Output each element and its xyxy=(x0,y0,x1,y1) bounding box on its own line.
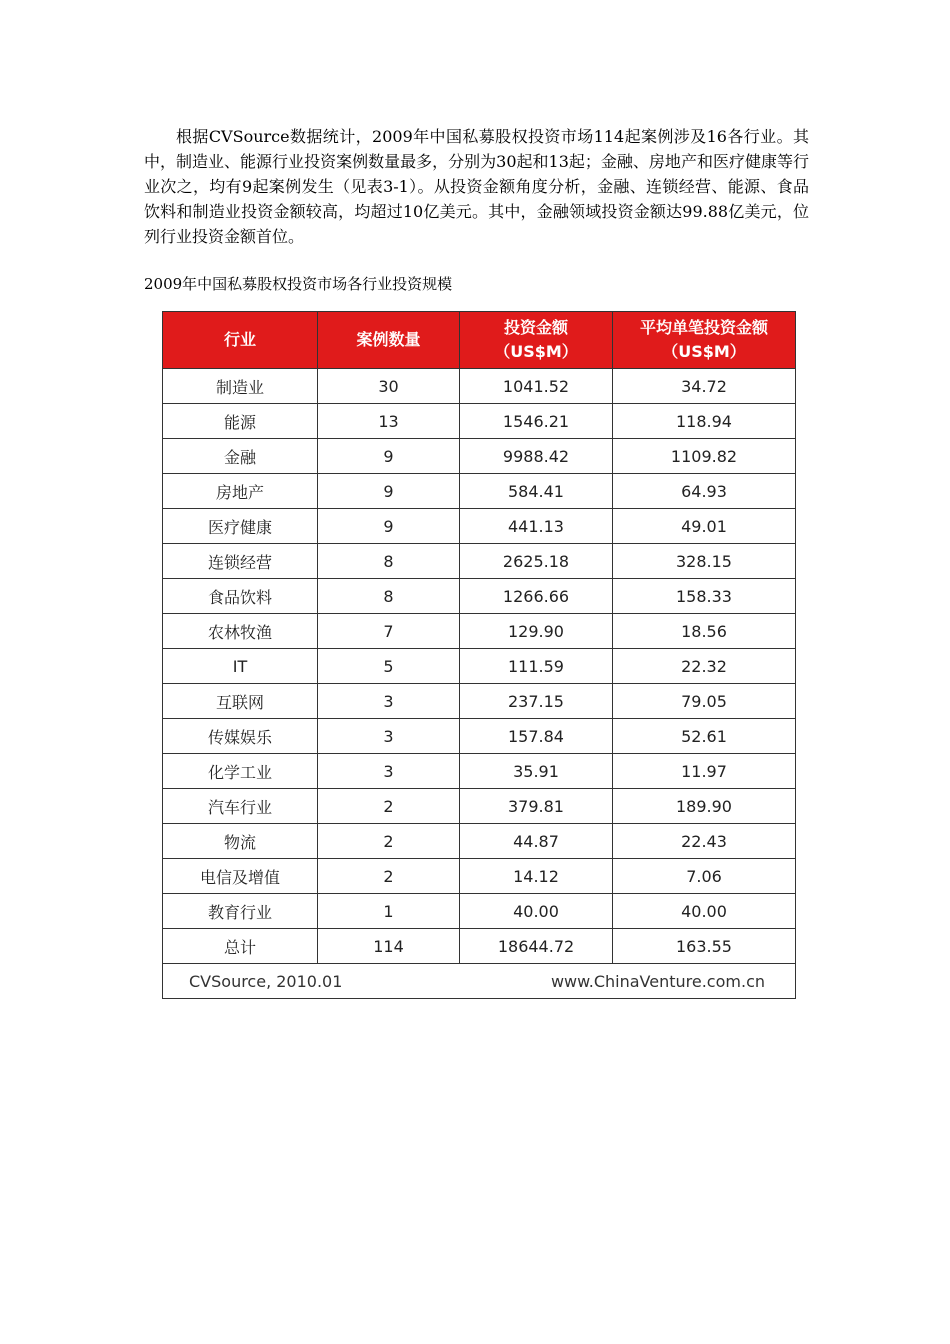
investment-amount-cell: 441.13 xyxy=(460,509,613,544)
investment-amount-cell: 1041.52 xyxy=(460,369,613,404)
case-count-cell: 1 xyxy=(318,894,460,929)
average-amount-cell: 22.43 xyxy=(613,824,796,859)
table-row xyxy=(163,859,796,894)
industry-cell: 化学工业 xyxy=(163,754,318,789)
average-amount-cell: 18.56 xyxy=(613,614,796,649)
average-amount-cell: 34.72 xyxy=(613,369,796,404)
investment-amount-cell: 237.15 xyxy=(460,684,613,719)
case-count-cell: 3 xyxy=(318,684,460,719)
website-note: www.ChinaVenture.com.cn xyxy=(550,971,765,991)
case-count-cell: 30 xyxy=(318,369,460,404)
table-header xyxy=(163,312,796,369)
table-row xyxy=(163,754,796,789)
investment-amount-cell: 2625.18 xyxy=(460,544,613,579)
industry-cell: 金融 xyxy=(163,439,318,474)
investment-amount-cell: 584.41 xyxy=(460,474,613,509)
industry-cell: 汽车行业 xyxy=(163,789,318,824)
table-row xyxy=(163,684,796,719)
industry-cell: 农林牧渔 xyxy=(163,614,318,649)
industry-cell: 房地产 xyxy=(163,474,318,509)
table-row xyxy=(163,719,796,754)
body-paragraph: 根据CVSource数据统计，2009年中国私募股权投资市场114起案例涉及16各行业。其中，制造业、能源行业投资案例数量最多，分别为30起和13起；金融、房地产和医疗健康等行业次之，均有9起案例发生（见表3-1）。从投资金额角度分析，金融、连锁经营、能源、食品饮料和制造业投资金额较高，均超过10亿美元。其中，金融领域投资金额达99.88亿美元，位列行业投资金额首位。 xyxy=(144,127,809,246)
table-row xyxy=(163,649,796,684)
industry-cell: 总计 xyxy=(163,929,318,964)
industry-cell: 互联网 xyxy=(163,684,318,719)
investment-table-container xyxy=(162,311,795,999)
footer-row xyxy=(163,964,796,999)
average-amount-cell: 189.90 xyxy=(613,789,796,824)
source-note: CVSource, 2010.01 xyxy=(189,971,343,991)
average-amount-cell: 163.55 xyxy=(613,929,796,964)
investment-amount-cell: 379.81 xyxy=(460,789,613,824)
case-count-cell: 2 xyxy=(318,789,460,824)
investment-table xyxy=(162,311,796,999)
investment-amount-cell: 157.84 xyxy=(460,719,613,754)
table-row xyxy=(163,894,796,929)
average-amount-cell: 52.61 xyxy=(613,719,796,754)
table-row xyxy=(163,614,796,649)
footer-cell xyxy=(163,964,796,999)
average-amount-cell: 79.05 xyxy=(613,684,796,719)
case-count-cell: 8 xyxy=(318,579,460,614)
case-count-cell: 114 xyxy=(318,929,460,964)
case-count-cell: 5 xyxy=(318,649,460,684)
table-body xyxy=(163,369,796,964)
table-row xyxy=(163,789,796,824)
table-row xyxy=(163,369,796,404)
average-amount-cell: 64.93 xyxy=(613,474,796,509)
average-amount-cell: 158.33 xyxy=(613,579,796,614)
table-row xyxy=(163,404,796,439)
investment-amount-cell: 18644.72 xyxy=(460,929,613,964)
industry-cell: IT xyxy=(163,649,318,684)
investment-amount-cell: 44.87 xyxy=(460,824,613,859)
case-count-cell: 9 xyxy=(318,509,460,544)
investment-amount-cell: 1546.21 xyxy=(460,404,613,439)
average-amount-cell: 328.15 xyxy=(613,544,796,579)
average-amount-cell: 7.06 xyxy=(613,859,796,894)
table-row xyxy=(163,824,796,859)
industry-cell: 能源 xyxy=(163,404,318,439)
industry-cell: 连锁经营 xyxy=(163,544,318,579)
industry-cell: 医疗健康 xyxy=(163,509,318,544)
table-footer xyxy=(163,964,796,999)
average-amount-cell: 49.01 xyxy=(613,509,796,544)
case-count-cell: 7 xyxy=(318,614,460,649)
case-count-cell: 2 xyxy=(318,824,460,859)
header-investment-amount: 投资金额 （US$M） xyxy=(460,312,613,369)
table-row xyxy=(163,509,796,544)
average-amount-cell: 11.97 xyxy=(613,754,796,789)
industry-cell: 食品饮料 xyxy=(163,579,318,614)
investment-amount-cell: 9988.42 xyxy=(460,439,613,474)
case-count-cell: 9 xyxy=(318,474,460,509)
case-count-cell: 13 xyxy=(318,404,460,439)
industry-cell: 电信及增值 xyxy=(163,859,318,894)
industry-cell: 教育行业 xyxy=(163,894,318,929)
table-row xyxy=(163,579,796,614)
case-count-cell: 9 xyxy=(318,439,460,474)
average-amount-cell: 1109.82 xyxy=(613,439,796,474)
investment-amount-cell: 35.91 xyxy=(460,754,613,789)
investment-amount-cell: 14.12 xyxy=(460,859,613,894)
average-amount-cell: 118.94 xyxy=(613,404,796,439)
table-caption: 2009年中国私募股权投资市场各行业投资规模 xyxy=(144,275,453,293)
investment-amount-cell: 129.90 xyxy=(460,614,613,649)
industry-cell: 制造业 xyxy=(163,369,318,404)
investment-amount-cell: 111.59 xyxy=(460,649,613,684)
case-count-cell: 2 xyxy=(318,859,460,894)
industry-cell: 物流 xyxy=(163,824,318,859)
investment-amount-cell: 40.00 xyxy=(460,894,613,929)
case-count-cell: 3 xyxy=(318,754,460,789)
case-count-cell: 8 xyxy=(318,544,460,579)
average-amount-cell: 22.32 xyxy=(613,649,796,684)
investment-amount-cell: 1266.66 xyxy=(460,579,613,614)
industry-cell: 传媒娱乐 xyxy=(163,719,318,754)
case-count-cell: 3 xyxy=(318,719,460,754)
header-row xyxy=(163,312,796,369)
average-amount-cell: 40.00 xyxy=(613,894,796,929)
table-row xyxy=(163,929,796,964)
header-case-count: 案例数量 xyxy=(318,312,460,369)
header-average-amount: 平均单笔投资金额 （US$M） xyxy=(613,312,796,369)
table-row xyxy=(163,439,796,474)
table-row xyxy=(163,474,796,509)
table-row xyxy=(163,544,796,579)
header-industry: 行业 xyxy=(163,312,318,369)
